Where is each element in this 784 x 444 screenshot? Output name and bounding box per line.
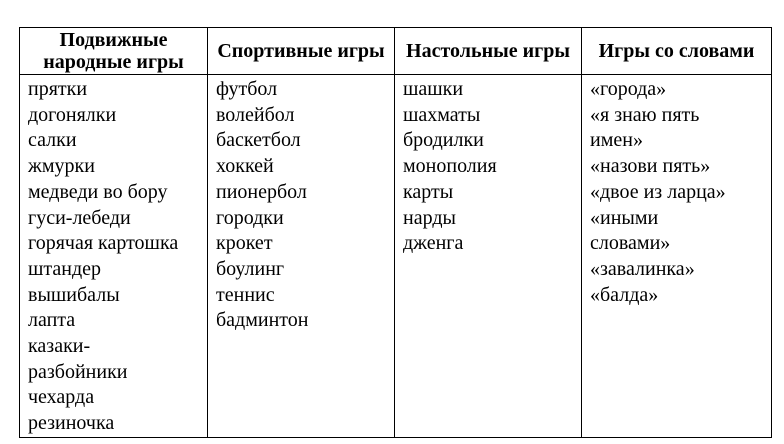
- list-item: прятки: [28, 78, 88, 100]
- list-item: нарды: [403, 206, 456, 229]
- list-item: «я знаю пять имен»: [590, 103, 700, 152]
- table-header: [20, 28, 772, 75]
- list-item: вышибалы: [28, 283, 120, 306]
- list-item: волейбол: [216, 103, 295, 126]
- list-item: чехарда: [28, 386, 95, 409]
- header-board-games: Настольные игры: [395, 28, 582, 75]
- column-folk-games: [20, 75, 208, 438]
- list-item: шахматы: [403, 103, 481, 126]
- table-body: [20, 75, 772, 438]
- list-item: «иными словами»: [590, 206, 671, 255]
- list-item: карты: [403, 180, 454, 203]
- list-item: «балда»: [590, 283, 659, 306]
- games-table: [19, 27, 772, 438]
- list-item: теннис: [216, 283, 275, 306]
- list-item: городки: [216, 206, 284, 229]
- list-item: монополия: [403, 155, 497, 178]
- header-folk-games: Подвижные народные игры: [20, 28, 208, 75]
- list-item: футбол: [216, 78, 278, 100]
- list-item: боулинг: [216, 257, 285, 280]
- list-item: «города»: [590, 78, 667, 100]
- list-item: баскетбол: [216, 129, 301, 152]
- list-item: салки: [28, 129, 77, 152]
- list-item: бродилки: [403, 129, 484, 152]
- list-item: «завалинка»: [590, 257, 695, 280]
- list-item: бадминтон: [216, 309, 309, 332]
- list-item: догонялки: [28, 103, 117, 126]
- list-item: штандер: [28, 257, 102, 280]
- list-item: горячая картошка: [28, 232, 179, 255]
- list-item: хоккей: [216, 155, 274, 178]
- list-item: пионербол: [216, 180, 307, 203]
- header-row: [20, 28, 772, 75]
- list-item: лапта: [28, 309, 76, 332]
- header-word-games: Игры со словами: [582, 28, 772, 75]
- table-row: [20, 75, 772, 438]
- list-item: крокет: [216, 232, 273, 255]
- list-item: дженга: [403, 232, 464, 255]
- list-item: жмурки: [28, 155, 95, 178]
- list-item: «назови пять»: [590, 155, 711, 178]
- list-item: «двое из ларца»: [590, 180, 726, 203]
- header-sport-games: Спортивные игры: [208, 28, 395, 75]
- column-board-games: [395, 75, 582, 438]
- list-item: гуси-лебеди: [28, 206, 131, 229]
- list-item: шашки: [403, 78, 464, 100]
- list-item: казаки-разбойники: [28, 335, 128, 383]
- list-item: медведи во бору: [28, 180, 168, 203]
- column-sport-games: [208, 75, 395, 438]
- column-word-games: [582, 75, 772, 438]
- list-item: резиночка: [28, 412, 115, 435]
